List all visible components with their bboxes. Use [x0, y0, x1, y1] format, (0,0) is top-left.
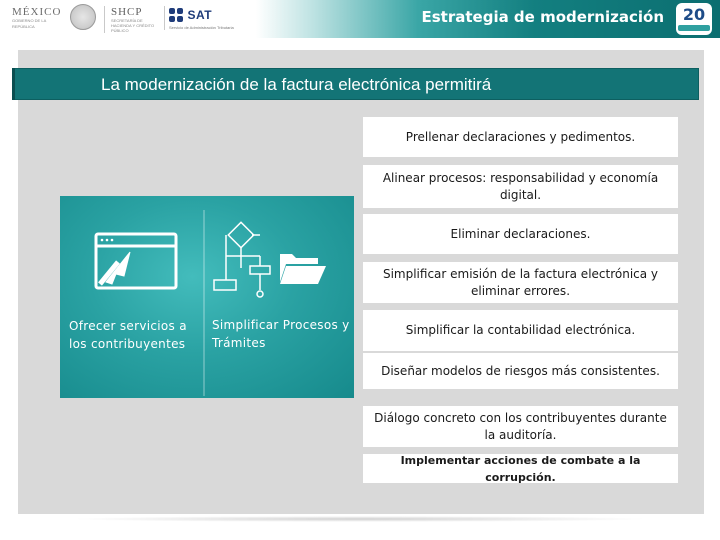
sat-logo	[164, 6, 254, 30]
list-item: Diseñar modelos de riesgos más consistentes.	[363, 353, 678, 389]
list-item: Prellenar declaraciones y pedimentos.	[363, 117, 678, 157]
card-divider	[203, 210, 205, 396]
mexico-logo	[12, 6, 66, 30]
shcp-logo	[104, 6, 160, 33]
card-illustration	[60, 196, 354, 398]
sat-mark-icon	[169, 8, 183, 22]
illustration-card	[60, 196, 354, 398]
anniversary-badge	[676, 3, 712, 35]
header-banner	[256, 0, 720, 38]
list-item: Simplificar la contabilidad electrónica.	[363, 310, 678, 351]
anniversary-ribbon-icon	[678, 25, 710, 31]
sat-logo-subtitle: Servicio de Administración Tributaria	[169, 25, 234, 30]
national-seal-icon	[70, 4, 96, 30]
section-title: Estrategia de modernización	[421, 8, 664, 26]
logo-strip	[0, 0, 256, 38]
card-label-services: Ofrecer servicios a los contribuyentes	[69, 319, 187, 351]
list-item: Simplificar emisión de la factura electrónica y eliminar errores.	[363, 262, 678, 303]
mexico-logo-subtitle: GOBIERNO DE LA REPÚBLICA	[12, 18, 47, 29]
flowchart-icon	[214, 222, 270, 297]
folder-icon	[280, 254, 326, 284]
header	[0, 0, 720, 38]
shcp-logo-name: SHCP	[111, 6, 143, 18]
shcp-logo-subtitle: SECRETARÍA DE HACIENDA Y CRÉDITO PÚBLICO	[111, 18, 155, 33]
browser-cursor-icon	[96, 234, 176, 288]
card-label-processes: Simplificar Procesos y Trámites	[212, 318, 350, 350]
anniversary-number: 20	[682, 5, 706, 24]
list-item: Eliminar declaraciones.	[363, 214, 678, 254]
list-item: Implementar acciones de combate a la corrupción.	[363, 454, 678, 483]
slide-title-bar	[12, 68, 699, 100]
mexico-logo-name: MÉXICO	[12, 6, 62, 18]
panel-shadow	[70, 516, 650, 522]
slide-title: La modernización de la factura electrónica permitirá	[101, 75, 492, 94]
list-item: Diálogo concreto con los contribuyentes durante la auditoría.	[363, 406, 678, 447]
sat-logo-name: SAT	[187, 7, 213, 22]
list-item: Alinear procesos: responsabilidad y economía digital.	[363, 165, 678, 208]
